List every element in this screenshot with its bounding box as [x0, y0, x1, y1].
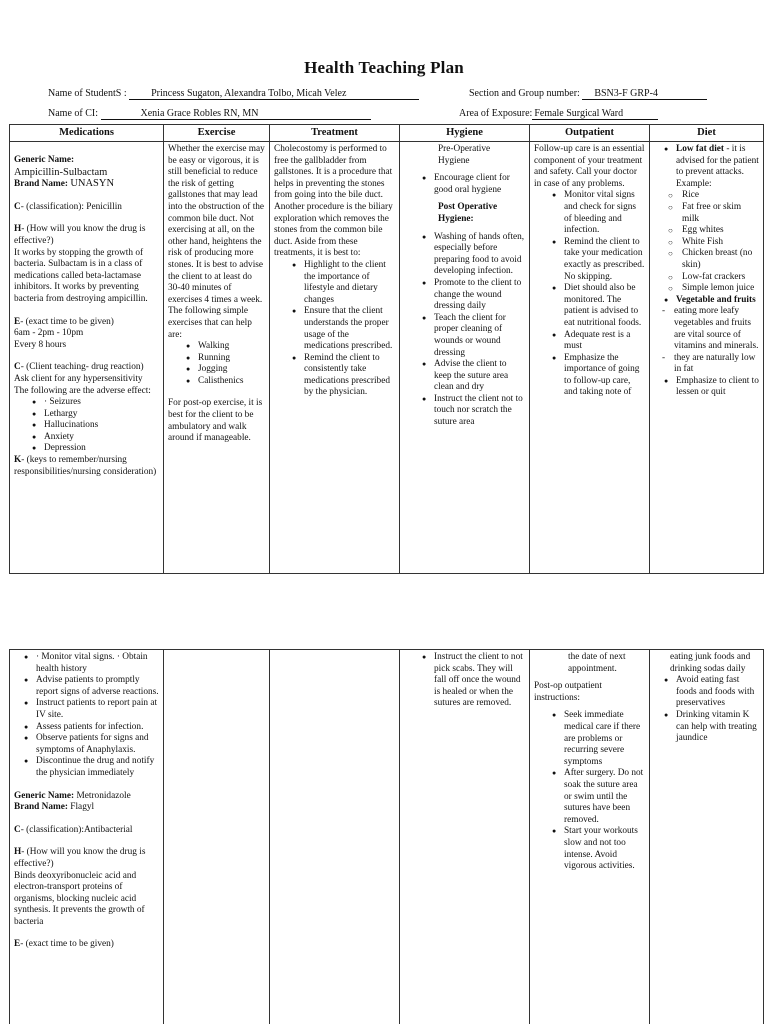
- list-item: [654, 144, 759, 295]
- area-value: Female Surgical Ward: [532, 108, 658, 120]
- list-item: ● Anxiety: [14, 432, 159, 444]
- students-line: [48, 88, 419, 100]
- exact-time-key-2: E: [14, 939, 21, 950]
- list-item: - they are naturally low in fat: [654, 353, 759, 376]
- low-fat-title: Low fat diet: [676, 144, 725, 154]
- list-item: ● Running: [168, 353, 265, 365]
- teaching-plan-table-page1: [9, 124, 764, 574]
- teaching-plan-table-page2: [9, 649, 764, 1024]
- medications-cell-cont: [10, 650, 164, 1024]
- effectiveness-key: H: [14, 224, 22, 235]
- list-item: ○ Chicken breast (no skin): [654, 248, 759, 271]
- list-item: ● Jogging: [168, 364, 265, 376]
- post-op-outpatient-title: Post-op outpatient instructions:: [534, 681, 602, 703]
- generic-name-label-2: Generic Name:: [14, 790, 75, 801]
- hygiene-cell: [400, 142, 530, 574]
- list-item: ● · Monitor vital signs. · Obtain health history: [14, 652, 159, 675]
- outpatient-cell: [530, 142, 650, 574]
- list-item: ○ Simple lemon juice: [654, 283, 759, 295]
- outpatient-list: [534, 190, 645, 399]
- exact-time-key: E: [14, 316, 21, 327]
- list-item: ● Start your workouts slow and not too intense. Avoid vigorous activities.: [534, 826, 645, 872]
- diet-cell: [650, 142, 764, 574]
- list-item: - eating more leafy vegetables and fruits are vital source of vitamins and minerals.: [654, 306, 759, 352]
- col-header-exercise: Exercise: [164, 125, 270, 142]
- list-item: ● Adequate rest is a must: [534, 330, 645, 353]
- brand-name-label-2: Brand Name:: [14, 802, 68, 813]
- students-value: Princess Sugaton, Alexandra Tolbo, Micah Velez: [129, 88, 419, 100]
- list-item: ● Drinking vitamin K can help with treating jaundice: [654, 710, 759, 745]
- nursing-considerations-list: [14, 652, 159, 780]
- pre-op-hygiene-list: [404, 173, 525, 196]
- brand-name-value-2: Flagyl: [67, 802, 95, 813]
- list-item: ● Encourage client for good oral hygiene: [404, 173, 525, 196]
- adverse-effects-list: [14, 397, 159, 455]
- list-item: ○ Rice: [654, 190, 759, 202]
- post-op-hygiene-title: Post Operative Hygiene:: [438, 202, 498, 224]
- effectiveness-body: It works by stopping the growth of bacteria. Sulbactam is in a class of medications called beta-lactamase inhibitors. It works by preventing bacteria from destroying ampicillin.: [14, 247, 148, 304]
- classification-text: - (classification): Penicillin: [20, 201, 122, 212]
- list-item: [654, 295, 759, 376]
- client-teaching-body: Ask client for any hypersensitivity The following are the adverse effect:: [14, 373, 151, 396]
- treatment-cell: [270, 142, 400, 574]
- hygiene-list-cont: [404, 652, 525, 710]
- list-item: ● After surgery. Do not soak the suture area or swim until the sutures have been removed.: [534, 768, 645, 826]
- list-item: ● Calisthenics: [168, 376, 265, 388]
- dose-times: 6am - 2pm - 10pm: [14, 328, 84, 339]
- col-header-outpatient: Outpatient: [530, 125, 650, 142]
- generic-name-label: Generic Name:: [14, 155, 75, 165]
- list-item: ● Emphasize to client to lessen or quit: [654, 376, 759, 399]
- post-op-hygiene-list: [404, 232, 525, 429]
- list-item: ● Assess patients for infection.: [14, 722, 159, 734]
- dose-frequency: Every 8 hours: [14, 339, 67, 350]
- effectiveness-body-2: Binds deoxyribonucleic acid and electron-transport proteins of organisms, blocking nucleic acid synthesis. It prevents the growth of bacteria: [14, 870, 145, 927]
- list-item: ● Remind the client to consistently take medications prescribed by the physician.: [274, 353, 395, 399]
- list-item: ○ Low-fat crackers: [654, 272, 759, 284]
- list-item: ● Hallucinations: [14, 420, 159, 432]
- exercise-cell-cont: [164, 650, 270, 1024]
- effectiveness-question: - (How will you know the drug is effective?): [14, 224, 146, 246]
- list-item: ● Instruct the client to not pick scabs. They will fall off once the wound is healed or when the sutures are removed.: [404, 652, 525, 710]
- list-item: ● Monitor vital signs and check for signs of bleeding and infection.: [534, 190, 645, 236]
- list-item: ● Seek immediate medical care if there are problems or recurring severe symptoms: [534, 710, 645, 768]
- medications-cell: [10, 142, 164, 574]
- exercise-post-op: For post-op exercise, it is best for the client to be ambulatory and walk around if manageable.: [168, 398, 263, 444]
- client-teaching-question: - (Client teaching- drug reaction): [20, 362, 144, 373]
- diet-list-cont: [654, 675, 759, 745]
- area-line: [459, 108, 658, 120]
- list-item: ● Diet should also be monitored. The patient is advised to eat nutritional foods.: [534, 283, 645, 329]
- list-item: ● Depression: [14, 443, 159, 455]
- classification-key-2: C: [14, 824, 21, 835]
- generic-name-value-2: Metronidazole: [74, 790, 131, 801]
- students-label: Name of StudentS :: [48, 88, 127, 99]
- list-item: ● Emphasize the importance of going to follow-up care, and taking note of: [534, 353, 645, 399]
- effectiveness-key-2: H: [14, 847, 22, 858]
- col-header-diet: Diet: [650, 125, 764, 142]
- exercise-list: [168, 341, 265, 387]
- brand-name-label: Brand Name:: [14, 179, 68, 190]
- list-item: ● Instruct the client not to touch nor scratch the suture area: [404, 394, 525, 429]
- vegetable-fruits-list: [654, 306, 759, 376]
- pre-op-hygiene-title: Pre-Operative Hygiene: [438, 144, 491, 166]
- section-label: Section and Group number:: [469, 88, 580, 99]
- treatment-cell-cont: [270, 650, 400, 1024]
- ci-line: [48, 108, 371, 120]
- list-item: ○ White Fish: [654, 237, 759, 249]
- ci-value: Xenia Grace Robles RN, MN: [101, 108, 371, 120]
- col-header-hygiene: Hygiene: [400, 125, 530, 142]
- list-item: ● Instruct patients to report pain at IV site.: [14, 698, 159, 721]
- outpatient-intro: Follow-up care is an essential component of your treatment and safety. Call your doctor in case of any problems.: [534, 144, 645, 189]
- list-item: ● · Seizures: [14, 397, 159, 409]
- list-item: ○ Fat free or skim milk: [654, 202, 759, 225]
- area-label: Area of Exposure:: [459, 108, 533, 119]
- exact-time-question: - (exact time to be given): [20, 316, 114, 327]
- list-item: ● Avoid eating fast foods and foods with preservatives: [654, 675, 759, 710]
- list-item: ● Ensure that the client understands the proper usage of the medications prescribed.: [274, 306, 395, 352]
- col-header-medications: Medications: [10, 125, 164, 142]
- keys-key: K: [14, 455, 22, 466]
- brand-name-value: UNASYN: [70, 178, 115, 190]
- diet-cell-cont: [650, 650, 764, 1024]
- hygiene-cell-cont: [400, 650, 530, 1024]
- list-item: ● Teach the client for proper cleaning of wounds or wound dressing: [404, 313, 525, 359]
- vegetable-fruits-title: Vegetable and fruits: [676, 294, 756, 305]
- list-item: ● Promote to the client to change the wound dressing daily: [404, 278, 525, 313]
- low-fat-examples: [654, 190, 759, 294]
- generic-name-value: Ampicillin-Sulbactam: [14, 166, 108, 178]
- page-title: Health Teaching Plan: [304, 58, 464, 77]
- outpatient-cont-text: the date of next appointment.: [568, 652, 626, 674]
- client-teaching-key: C: [14, 362, 21, 373]
- diet-list: [654, 144, 759, 399]
- list-item: ● Advise the client to keep the suture area clean and dry: [404, 359, 525, 394]
- outpatient-cell-cont: [530, 650, 650, 1024]
- effectiveness-question-2: - (How will you know the drug is effective?): [14, 847, 146, 869]
- ci-label: Name of CI:: [48, 108, 98, 119]
- treatment-list: [274, 260, 395, 399]
- section-value: BSN3-F GRP-4: [582, 88, 707, 100]
- list-item: ● Observe patients for signs and symptoms of Anaphylaxis.: [14, 733, 159, 756]
- list-item: ● Remind the client to take your medication exactly as prescribed. No skipping.: [534, 237, 645, 283]
- exercise-intro: Whether the exercise may be easy or vigorous, it is still beneficial to reduce the risk of getting gallstones that may lead into the obstruction of the common bile duct. Not exercising at all, on the other hand, heightens the risk of producing more stones. It is best to advise the client to at least do 30-40 minutes of exercises 4 times a week. The following simple exercises that can help are:: [168, 144, 265, 340]
- exercise-cell: [164, 142, 270, 574]
- col-header-treatment: Treatment: [270, 125, 400, 142]
- list-item: ● Washing of hands often, especially before preparing food to avoid developing infection.: [404, 232, 525, 278]
- post-op-outpatient-list: [534, 710, 645, 872]
- list-item: ○ Egg whites: [654, 225, 759, 237]
- list-item: ● Advise patients to promptly report signs of adverse reactions.: [14, 675, 159, 698]
- classification-key: C: [14, 201, 21, 212]
- section-line: [469, 88, 707, 100]
- list-item: ● Lethargy: [14, 409, 159, 421]
- treatment-intro: Cholecostomy is performed to free the gallbladder from gallstones. It is a procedure that helps in preventing the stones from going into the bile duct. Another procedure is the biliary exploration which removes the stones from the common bile duct. Aside from these treatments, it is best to:: [274, 144, 393, 259]
- low-fat-text: - it is advised for the patient to prevent attacks. Example:: [676, 144, 759, 189]
- diet-cont-text: eating junk foods and drinking sodas daily: [670, 652, 751, 674]
- list-item: ● Highlight to the client the importance of lifestyle and dietary changes: [274, 260, 395, 306]
- classification-text-2: - (classification):Antibacterial: [20, 824, 133, 835]
- exact-time-question-2: - (exact time to be given): [20, 939, 114, 950]
- keys-text: - (keys to remember/nursing responsibilities/nursing consideration): [14, 455, 157, 477]
- list-item: ● Walking: [168, 341, 265, 353]
- list-item: ● Discontinue the drug and notify the physician immediately: [14, 756, 159, 779]
